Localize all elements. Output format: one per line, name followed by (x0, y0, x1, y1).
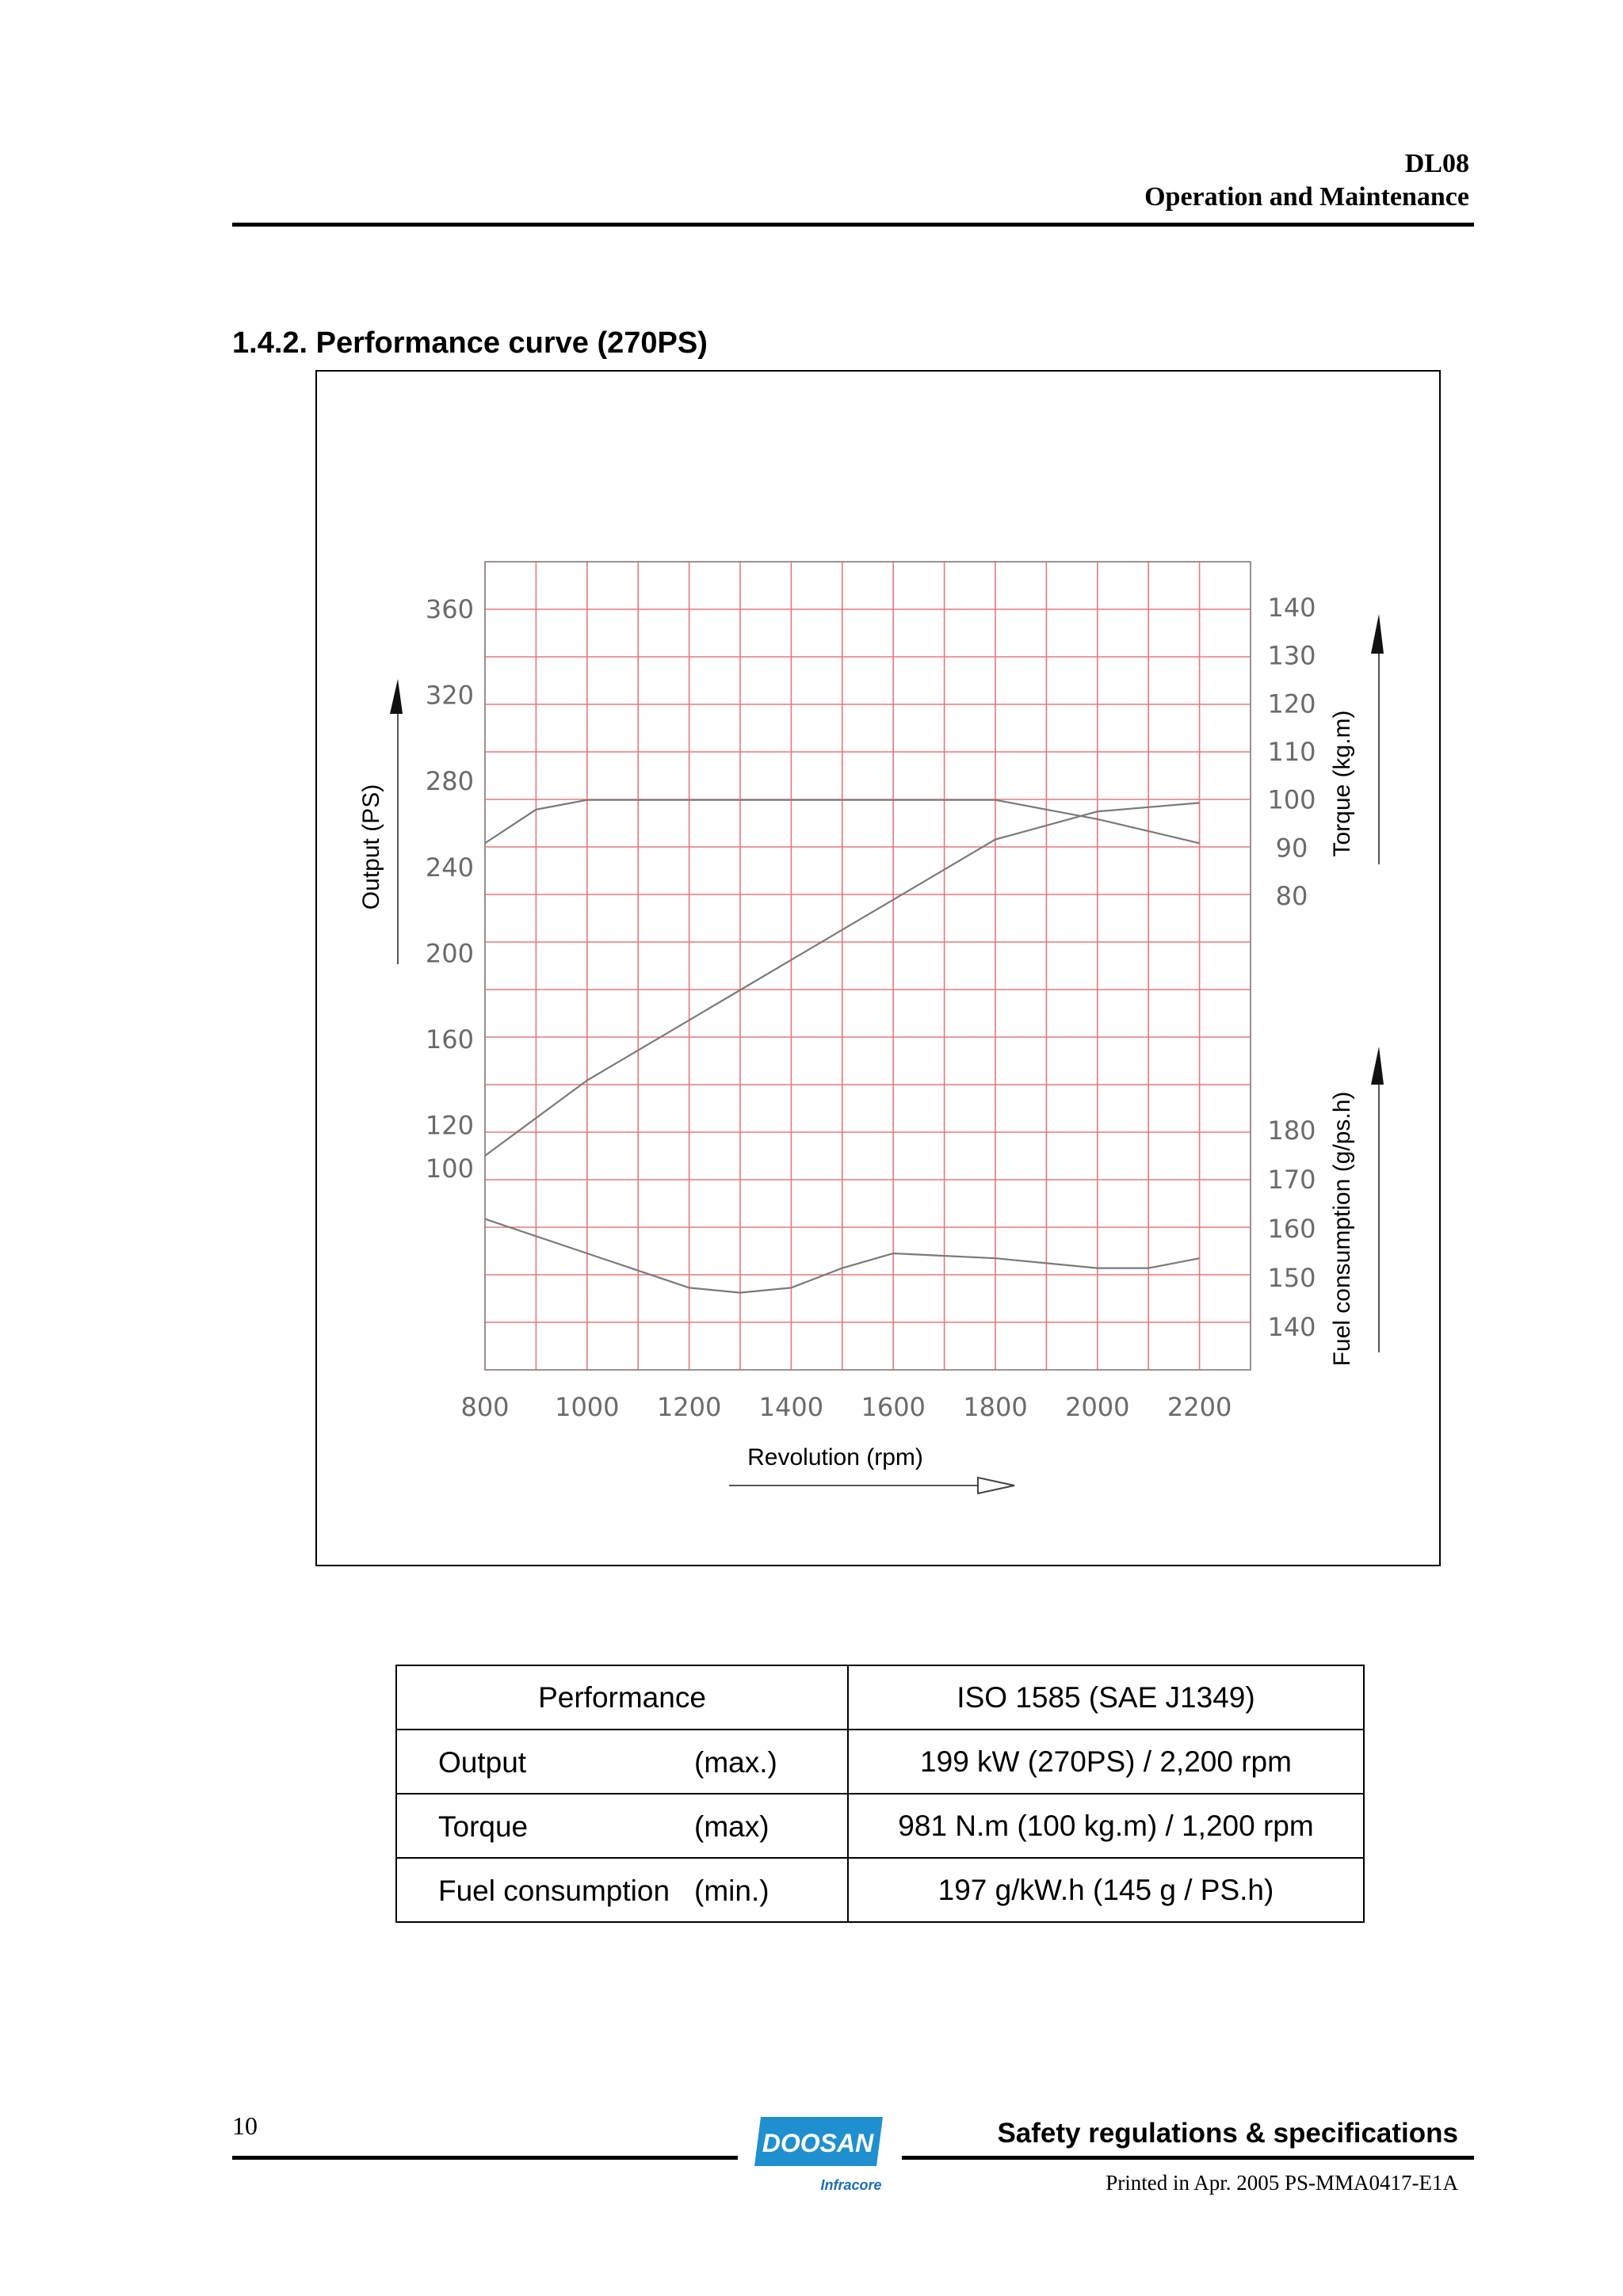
row-item-label: Output (438, 1746, 527, 1779)
row-item-label: Torque (438, 1810, 529, 1843)
footer-printed-info: Printed in Apr. 2005 PS-MMA0417-E1A (1106, 2171, 1458, 2195)
performance-table (395, 1665, 1365, 1923)
x-tick-label: 1000 (555, 1392, 620, 1422)
row-value: 199 kW (270PS) / 2,200 rpm (848, 1730, 1364, 1794)
header-model: DL08 (1404, 149, 1469, 178)
row-item-qualifier: (max) (694, 1810, 769, 1843)
y-axis-label-torque: Torque (kg.m) (1329, 710, 1355, 857)
y-tick-label-fuel: 150 (1267, 1263, 1316, 1293)
y-tick-label-torque: 130 (1267, 640, 1316, 671)
x-tick-label: 800 (460, 1392, 510, 1422)
x-tick-label: 2000 (1065, 1392, 1130, 1422)
y-tick-label-torque: 140 (1267, 593, 1316, 623)
table-row (396, 1794, 1364, 1858)
torque-axis-arrow-head-icon (1371, 614, 1384, 654)
y-tick-label-torque: 80 (1275, 881, 1308, 911)
header-rule (232, 223, 1474, 227)
y-tick-label-output: 160 (425, 1024, 474, 1055)
table-row-item (396, 1858, 848, 1922)
y-tick-label-output: 200 (425, 938, 474, 969)
row-value: 197 g/kW.h (145 g / PS.h) (848, 1858, 1364, 1922)
fuel-axis-arrow-head-icon (1371, 1047, 1384, 1085)
table-header-performance: Performance (396, 1665, 848, 1730)
table-row-item (396, 1730, 848, 1794)
x-tick-label: 1600 (861, 1392, 926, 1422)
y-tick-label-output: 100 (425, 1154, 474, 1184)
chart-frame (315, 370, 1441, 1566)
footer-rule-left (232, 2156, 738, 2160)
y-tick-label-fuel: 140 (1267, 1312, 1316, 1342)
y-tick-label-torque: 120 (1267, 688, 1316, 719)
y-axis-label-output: Output (PS) (358, 784, 384, 910)
plot-border (485, 562, 1251, 1370)
rpm-axis-arrow-head-icon (978, 1478, 1014, 1493)
y-axis-label-fuel: Fuel consumption (g/ps.h) (1329, 1091, 1355, 1367)
footer-rule-right (902, 2156, 1474, 2160)
output-axis-arrow-head-icon (390, 679, 403, 714)
row-item-qualifier: (max.) (694, 1746, 777, 1779)
logo-wordmark: DOOSAN (762, 2129, 874, 2157)
table-header-standard: ISO 1585 (SAE J1349) (848, 1665, 1364, 1730)
table-row (396, 1730, 1364, 1794)
x-tick-label: 1200 (656, 1392, 722, 1422)
x-tick-label: 2200 (1167, 1392, 1232, 1422)
section-title: 1.4.2. Performance curve (270PS) (232, 326, 708, 360)
y-tick-label-torque: 110 (1267, 737, 1316, 767)
header-subtitle: Operation and Maintenance (1144, 182, 1469, 212)
performance-chart (317, 372, 1439, 1565)
y-tick-label-fuel: 170 (1267, 1165, 1316, 1195)
footer-section-title: Safety regulations & specifications (997, 2118, 1458, 2149)
row-item-label: Fuel consumption (438, 1875, 670, 1907)
table-row (396, 1858, 1364, 1922)
y-tick-label-output: 320 (425, 680, 474, 711)
table-header-row (396, 1665, 1364, 1730)
y-tick-label-output: 120 (425, 1110, 474, 1141)
x-tick-label: 1400 (758, 1392, 824, 1422)
table-row-item (396, 1794, 848, 1858)
y-tick-label-torque: 90 (1275, 833, 1308, 864)
logo-subtext: Infracore (820, 2177, 882, 2193)
y-tick-label-fuel: 180 (1267, 1116, 1316, 1146)
doosan-logo (750, 2111, 892, 2198)
y-tick-label-output: 240 (425, 852, 474, 883)
row-value: 981 N.m (100 kg.m) / 1,200 rpm (848, 1794, 1364, 1858)
y-tick-label-torque: 100 (1267, 784, 1316, 815)
x-axis-label: Revolution (rpm) (747, 1444, 923, 1470)
x-tick-label: 1800 (963, 1392, 1028, 1422)
y-tick-label-output: 280 (425, 766, 474, 797)
page-number: 10 (232, 2111, 258, 2140)
row-item-qualifier: (min.) (694, 1875, 769, 1907)
y-tick-label-output: 360 (425, 594, 474, 624)
y-tick-label-fuel: 160 (1267, 1214, 1316, 1244)
